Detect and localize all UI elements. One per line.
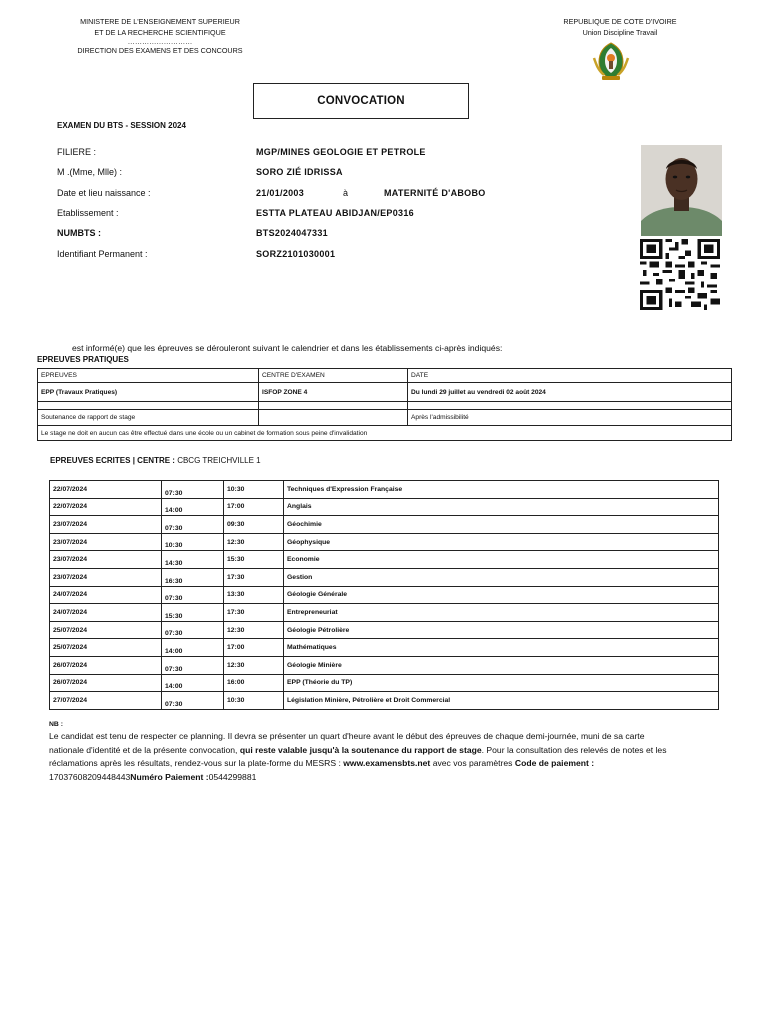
table-row [50, 639, 719, 657]
nb-validity: qui reste valable jusqu'à la soutenance du rapport de stage [239, 744, 482, 755]
exam-start-time: 07:30 [162, 516, 224, 534]
name-label: M .(Mme, Mlle) : [57, 167, 122, 177]
written-exams-heading [50, 456, 261, 465]
exam-date: 24/07/2024 [50, 586, 162, 604]
nb-section [49, 720, 674, 784]
exam-end-time: 17:00 [224, 498, 284, 516]
exam-start-time: 14:00 [162, 674, 224, 692]
exam-subject: Economie [284, 551, 719, 569]
numbts-label: NUMBTS : [57, 228, 101, 238]
exam-start-time: 07:30 [162, 481, 224, 499]
directorate-line: DIRECTION DES EXAMENS ET DES CONCOURS [77, 46, 243, 55]
ministry-line-1: MINISTERE DE L'ENSEIGNEMENT SUPERIEUR [80, 17, 240, 26]
table-row [50, 516, 719, 534]
exam-subject: Géologie Générale [284, 586, 719, 604]
nb-label: NB : [49, 721, 63, 728]
exam-start-time: 14:00 [162, 639, 224, 657]
exam-date: 25/07/2024 [50, 621, 162, 639]
table-row [50, 498, 719, 516]
exam-end-time: 15:30 [224, 551, 284, 569]
exam-end-time: 17:00 [224, 639, 284, 657]
exam-end-time: 12:30 [224, 533, 284, 551]
permanent-id-value: SORZ2101030001 [256, 249, 336, 259]
exam-end-time: 16:00 [224, 674, 284, 692]
table-row [50, 621, 719, 639]
nb-text-3: avec vos paramètres [430, 758, 515, 768]
convocation-title-box [253, 83, 469, 119]
table-row [50, 586, 719, 604]
centre-value: CBCG TREICHVILLE 1 [177, 456, 261, 465]
exam-start-time: 07:30 [162, 656, 224, 674]
numbts-value: BTS2024047331 [256, 228, 328, 238]
exam-subject: Géologie Pétrolière [284, 621, 719, 639]
payment-number-label: Numéro Paiement : [130, 771, 209, 782]
exam-start-time: 16:30 [162, 568, 224, 586]
exam-date: 23/07/2024 [50, 568, 162, 586]
epp-date: Du lundi 29 juillet au vendredi 02 août 2024 [408, 383, 732, 402]
stage-note: Le stage ne doit en aucun cas être effectué dans une école ou un cabinet de formation sous peine d'invalidation [38, 426, 732, 441]
table-row [50, 692, 719, 710]
payment-code-value: 17037608209448443 [49, 771, 131, 782]
filiere-value: MGP/MINES GEOLOGIE ET PETROLE [256, 147, 426, 157]
table-row [50, 674, 719, 692]
exam-end-time: 13:30 [224, 586, 284, 604]
exam-subject: Anglais [284, 498, 719, 516]
exam-date: 22/07/2024 [50, 498, 162, 516]
coat-of-arms-icon [590, 40, 632, 82]
filiere-label: FILIERE : [57, 147, 97, 157]
exam-date: 23/07/2024 [50, 533, 162, 551]
exam-end-time: 12:30 [224, 656, 284, 674]
exam-subject: Entrepreneuriat [284, 604, 719, 622]
ministry-separator: ……………………… [127, 37, 193, 46]
exam-end-time: 10:30 [224, 692, 284, 710]
birth-date-value: 21/01/2003 [256, 188, 305, 198]
epp-centre: ISFOP ZONE 4 [259, 383, 408, 402]
etablissement-label: Etablissement : [57, 208, 119, 218]
table-row [50, 533, 719, 551]
exam-date: 26/07/2024 [50, 656, 162, 674]
table-row [50, 551, 719, 569]
table-row [38, 410, 732, 426]
exam-date: 24/07/2024 [50, 604, 162, 622]
exam-end-time: 17:30 [224, 568, 284, 586]
exam-subject: Législation Minière, Pétrolière et Droit Commercial [284, 692, 719, 710]
soutenance-date: Après l'admissibilité [408, 410, 732, 426]
exam-start-time: 14:00 [162, 498, 224, 516]
exam-subject: Géochimie [284, 516, 719, 534]
payment-number-value: 0544299881 [208, 771, 257, 782]
table-row [50, 604, 719, 622]
header-date: DATE [408, 369, 732, 383]
nb-text-2: . Pour la consultation des relevés de notes et les réclamations après les résultats, rendez-vous sur la plate-forme du MESRS : [49, 744, 667, 768]
table-header-row [38, 369, 732, 383]
header-epreuves: EPREUVES [38, 369, 259, 383]
exam-subject: EPP (Théorie du TP) [284, 674, 719, 692]
birth-label: Date et lieu naissance : [57, 188, 151, 198]
table-row [38, 383, 732, 402]
exam-subject: Gestion [284, 568, 719, 586]
exam-end-time: 17:30 [224, 604, 284, 622]
qr-code-icon [640, 239, 720, 310]
table-row [50, 568, 719, 586]
birth-place-value: MATERNITÉ D'ABOBO [384, 188, 486, 198]
exam-date: 22/07/2024 [50, 481, 162, 499]
payment-code-label: Code de paiement : [514, 758, 595, 768]
ministry-header [60, 17, 260, 57]
exam-date: 27/07/2024 [50, 692, 162, 710]
exam-end-time: 12:30 [224, 621, 284, 639]
header-centre: CENTRE D'EXAMEN [259, 369, 408, 383]
exam-start-time: 07:30 [162, 621, 224, 639]
practical-exams-title: EPREUVES PRATIQUES [37, 355, 129, 364]
table-row [50, 656, 719, 674]
exam-website-link[interactable]: www.examensbts.net [343, 758, 431, 768]
exam-subject: Mathématiques [284, 639, 719, 657]
exam-date: 23/07/2024 [50, 551, 162, 569]
exam-subject: Techniques d'Expression Française [284, 481, 719, 499]
session-label: EXAMEN DU BTS - SESSION 2024 [57, 121, 186, 130]
exam-start-time: 14:30 [162, 551, 224, 569]
exam-start-time: 07:30 [162, 692, 224, 710]
exam-end-time: 09:30 [224, 516, 284, 534]
etablissement-value: ESTTA PLATEAU ABIDJAN/EP0316 [256, 208, 414, 218]
exam-start-time: 10:30 [162, 533, 224, 551]
ministry-line-2: ET DE LA RECHERCHE SCIENTIFIQUE [94, 27, 226, 37]
permanent-id-label: Identifiant Permanent : [57, 249, 148, 259]
exam-subject: Géologie Minière [284, 656, 719, 674]
intro-text: est informé(e) que les épreuves se dérouleront suivant le calendrier et dans les établissements ci-après indiqués: [72, 343, 503, 353]
epp-name: EPP (Travaux Pratiques) [38, 383, 259, 402]
table-row [50, 481, 719, 499]
nb-text-1: Le candidat est tenu de respecter ce planning. Il devra se présenter un quart d'heure avant le début des épreuves de chaque demi-journée, muni de sa carte nationale d'identité et de la présente convocation, [49, 731, 645, 755]
exam-end-time: 10:30 [224, 481, 284, 499]
written-exams-label: EPREUVES ECRITES | [50, 456, 135, 465]
birth-a: à [343, 188, 349, 198]
practical-exams-table [37, 368, 732, 441]
exam-date: 26/07/2024 [50, 674, 162, 692]
page-title: CONVOCATION [317, 95, 405, 107]
exam-start-time: 07:30 [162, 586, 224, 604]
exam-date: 23/07/2024 [50, 516, 162, 534]
name-value: SORO ZIÉ IDRISSA [256, 167, 343, 177]
spacer-row [38, 402, 732, 410]
table-row [38, 426, 732, 441]
exam-start-time: 15:30 [162, 604, 224, 622]
written-exams-schedule [49, 480, 719, 710]
exam-date: 25/07/2024 [50, 639, 162, 657]
republic-motto: Union Discipline Travail [582, 27, 658, 37]
republic-header [540, 17, 700, 38]
candidate-photo [641, 145, 722, 236]
centre-label: CENTRE : [137, 456, 175, 465]
soutenance-name: Soutenance de rapport de stage [38, 410, 259, 426]
exam-subject: Géophysique [284, 533, 719, 551]
republic-name: REPUBLIQUE DE COTE D'IVOIRE [563, 17, 677, 26]
